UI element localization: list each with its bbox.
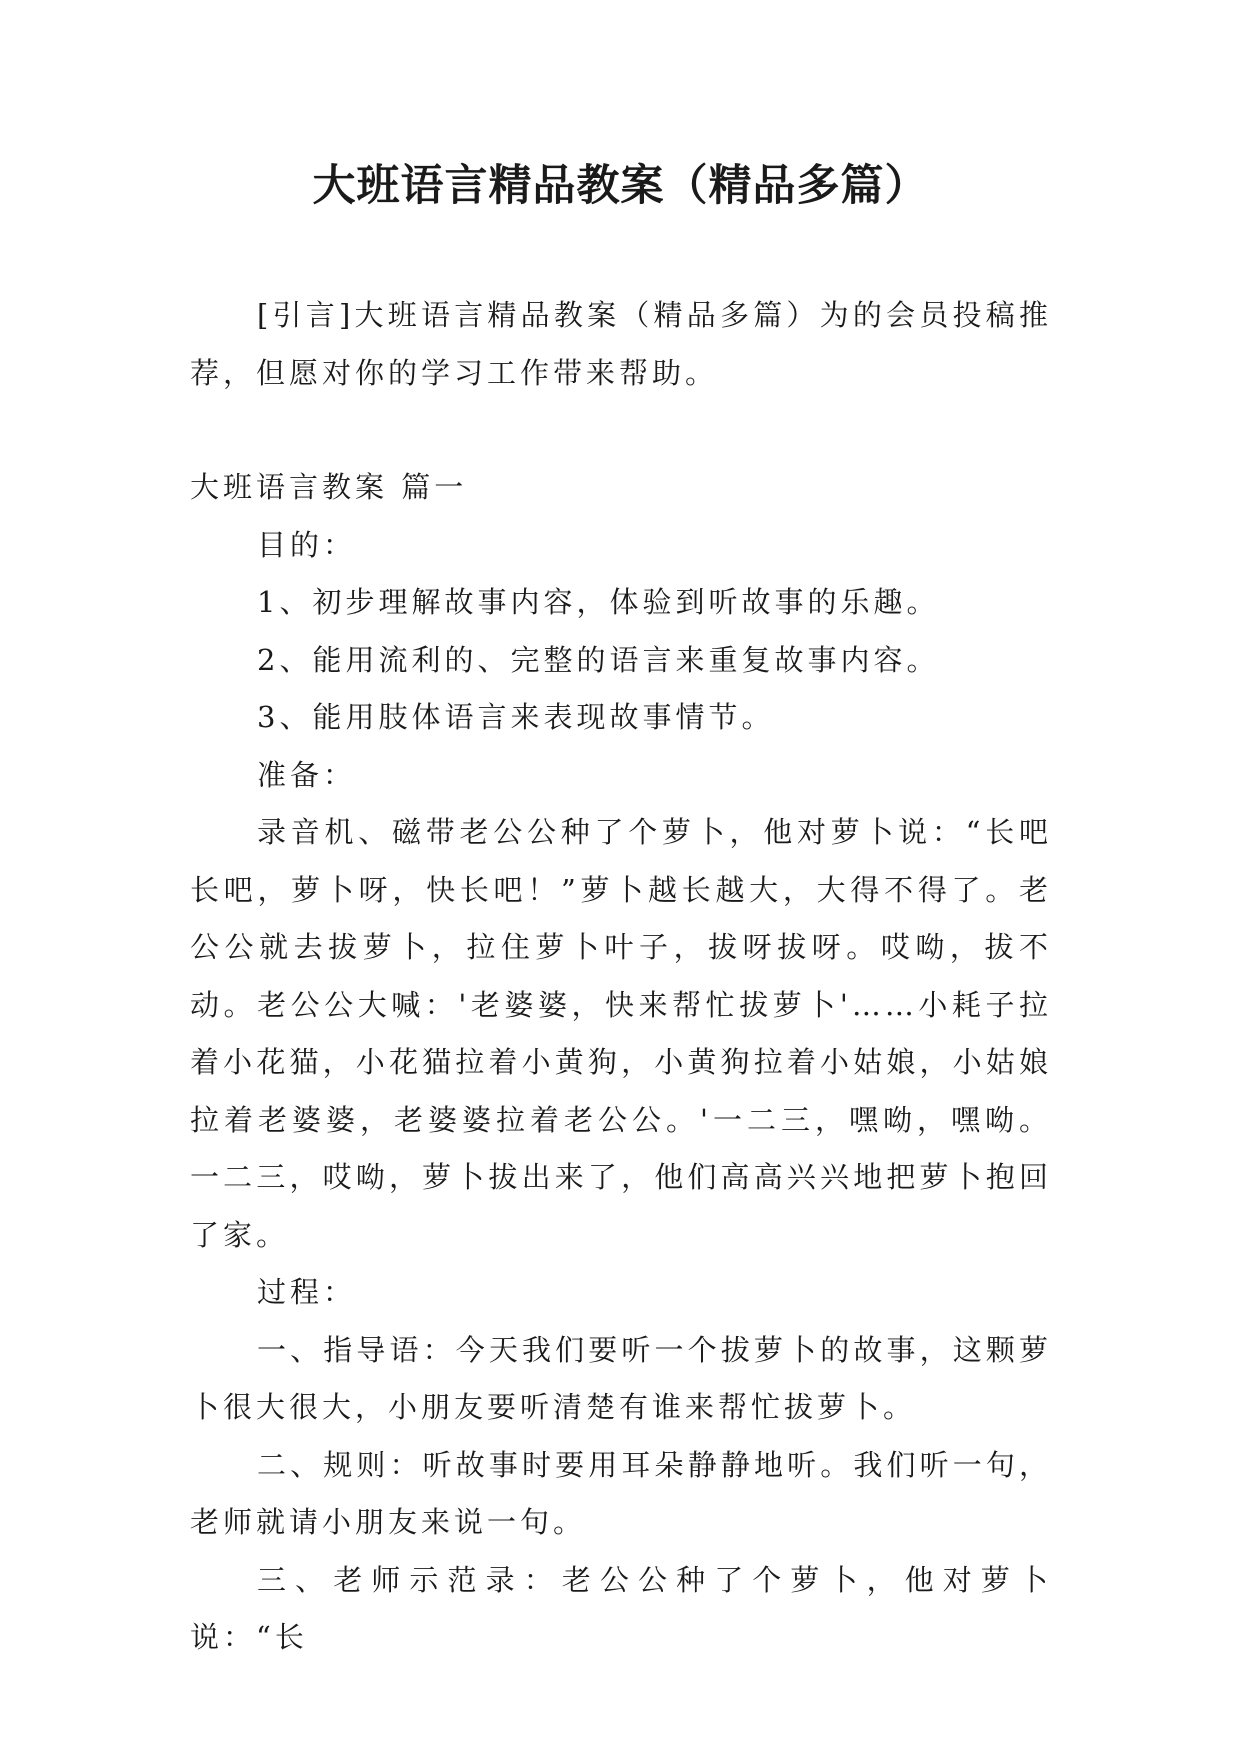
process-step-2: 二、规则：听故事时要用耳朵静静地听。我们听一句，老师就请小朋友来说一句。 xyxy=(190,1447,1052,1539)
section-heading: 大班语言教案 篇一 xyxy=(190,470,468,504)
process-heading: 过程： xyxy=(257,1275,357,1309)
goal-item-1: 1、初步理解故事内容，体验到听故事的乐趣。 xyxy=(257,585,940,619)
intro-paragraph: [引言]大班语言精品教案（精品多篇）为的会员投稿推荐，但愿对你的学习工作带来帮助。 xyxy=(190,298,1052,390)
document-body xyxy=(190,287,1052,1667)
preparation-heading: 准备： xyxy=(257,757,357,792)
goal-item-2: 2、能用流利的、完整的语言来重复故事内容。 xyxy=(257,642,940,677)
goal-heading: 目的： xyxy=(257,527,357,562)
process-step-1: 一、指导语：今天我们要听一个拔萝卜的故事，这颗萝卜很大很大，小朋友要听清楚有谁来帮忙拔萝卜。 xyxy=(190,1332,1052,1424)
document-title: 大班语言精品教案（精品多篇） xyxy=(312,161,929,211)
goal-item-3: 3、能用肢体语言来表现故事情节。 xyxy=(257,700,775,734)
story-paragraph: 录音机、磁带老公公种了个萝卜，他对萝卜说：“长吧长吧，萝卜呀，快长吧！”萝卜越长越大，大得不得了。老公公就去拔萝卜，拉住萝卜叶子，拔呀拔呀。哎呦，拔不动。老公公大喊：'老婆婆，快来帮忙拔萝卜'……小耗子拉着小花猫，小花猫拉着小黄狗，小黄狗拉着小姑娘，小姑娘拉着老婆婆，老婆婆拉着老公公。'一二三，嘿呦，嘿呦。一二三，哎呦，萝卜拔出来了，他们高高兴兴地把萝卜抱回了家。 xyxy=(190,815,1052,1252)
process-step-3: 三、老师示范录：老公公种了个萝卜，他对萝卜说：“长 xyxy=(190,1562,1052,1654)
